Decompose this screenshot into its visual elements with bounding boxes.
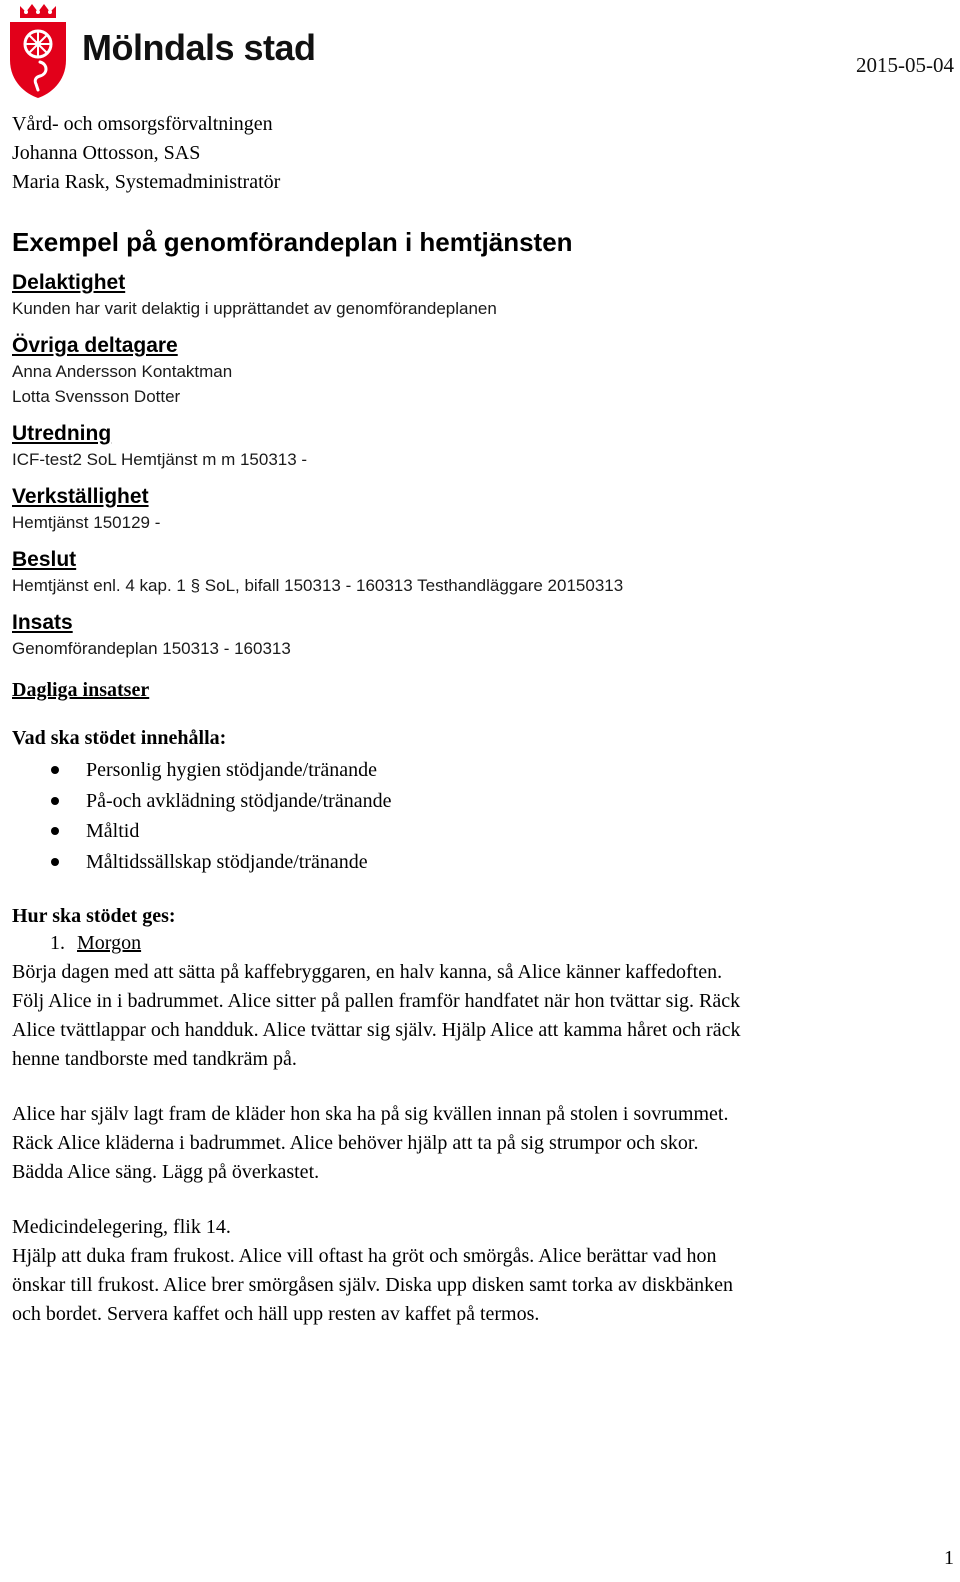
org-line: Vård- och omsorgsförvaltningen — [12, 113, 273, 135]
step-heading — [12, 929, 942, 958]
list-item — [12, 786, 942, 817]
paragraph-line: Bädda Alice säng. Lägg på överkastet. — [12, 1161, 320, 1183]
section-beslut — [12, 547, 942, 598]
paragraph — [12, 958, 942, 1074]
section-heading: Insats — [12, 611, 73, 634]
bullet-icon — [51, 858, 59, 866]
org-name: Mölndals stad — [82, 27, 316, 68]
section-verkstallighet — [12, 484, 942, 535]
section-line: ICF-test2 SoL Hemtjänst m m 150313 - — [12, 450, 308, 469]
section-line: Hemtjänst enl. 4 kap. 1 § SoL, bifall 150313 - 160313 Testhandläggare 20150313 — [12, 576, 624, 595]
list-item-text: Måltid — [86, 820, 140, 842]
step-label: Morgon — [77, 932, 142, 954]
section-ovriga-deltagare — [12, 333, 942, 409]
paragraph-line: henne tandborste med tandkräm på. — [12, 1048, 297, 1070]
org-lines — [12, 110, 942, 197]
document-body — [12, 110, 942, 1329]
paragraph-line: och bordet. Servera kaffet och häll upp resten av kaffet på termos. — [12, 1303, 540, 1325]
section-delaktighet — [12, 270, 942, 321]
page-header — [0, 0, 960, 110]
document-title: Exempel på genomförandeplan i hemtjänsten — [12, 227, 573, 257]
paragraph-line: Alice har själv lagt fram de kläder hon ska ha på sig kvällen innan på stolen i sovrummet. — [12, 1103, 729, 1125]
section-heading: Delaktighet — [12, 271, 126, 294]
section-line: Anna Andersson Kontaktman — [12, 362, 233, 381]
list-item — [12, 816, 942, 847]
daily-heading: Dagliga insatser — [12, 679, 150, 701]
list-item-text: På-och avklädning stödjande/tränande — [86, 789, 392, 812]
molndal-crest-logo — [6, 2, 70, 100]
section-heading: Verkställighet — [12, 485, 149, 508]
step-number: 1. — [50, 932, 65, 954]
section-line: Genomförandeplan 150313 - 160313 — [12, 639, 291, 658]
section-insats — [12, 610, 942, 661]
bullet-icon — [51, 827, 59, 835]
paragraph-line: Räck Alice kläderna i badrummet. Alice behöver hjälp att ta på sig strumpor och skor. — [12, 1132, 699, 1154]
section-line: Lotta Svensson Dotter — [12, 387, 181, 406]
list-item — [12, 847, 942, 878]
content-list — [12, 755, 942, 877]
section-heading: Beslut — [12, 548, 77, 571]
section-utredning — [12, 421, 942, 472]
page-number: 1 — [944, 1547, 954, 1569]
list-item-text: Måltidssällskap stödjande/tränande — [86, 850, 368, 873]
section-heading: Utredning — [12, 422, 112, 445]
list-item — [12, 755, 942, 786]
document-date: 2015-05-04 — [856, 53, 954, 77]
section-line: Hemtjänst 150129 - — [12, 513, 161, 532]
paragraph-line: Börja dagen med att sätta på kaffebryggaren, en halv kanna, så Alice känner kaffedoften. — [12, 961, 723, 983]
paragraph-line: Hjälp att duka fram frukost. Alice vill oftast ha gröt och smörgås. Alice berättar vad hon — [12, 1245, 717, 1267]
how-heading: Hur ska stödet ges: — [12, 905, 176, 927]
paragraph-line: Alice tvättlappar och handduk. Alice tvättar sig själv. Hjälp Alice att kamma håret och räck — [12, 1019, 741, 1041]
paragraph-line: Medicindelegering, flik 14. — [12, 1216, 231, 1238]
paragraph-line: önskar till frukost. Alice brer smörgåsen själv. Diska upp disken samt torka av diskbänken — [12, 1274, 733, 1296]
bullet-icon — [51, 797, 59, 805]
content-heading: Vad ska stödet innehålla: — [12, 727, 227, 749]
paragraph — [12, 1100, 942, 1187]
paragraph — [12, 1213, 942, 1329]
list-item-text: Personlig hygien stödjande/tränande — [86, 759, 378, 781]
org-line: Johanna Ottosson, SAS — [12, 142, 201, 164]
org-line: Maria Rask, Systemadministratör — [12, 171, 281, 193]
bullet-icon — [51, 766, 59, 774]
section-line: Kunden har varit delaktig i upprättandet av genomförandeplanen — [12, 299, 497, 318]
section-heading: Övriga deltagare — [12, 334, 178, 357]
paragraph-line: Följ Alice in i badrummet. Alice sitter på pallen framför handfatet när hon tvättar sig. Räck — [12, 990, 741, 1012]
